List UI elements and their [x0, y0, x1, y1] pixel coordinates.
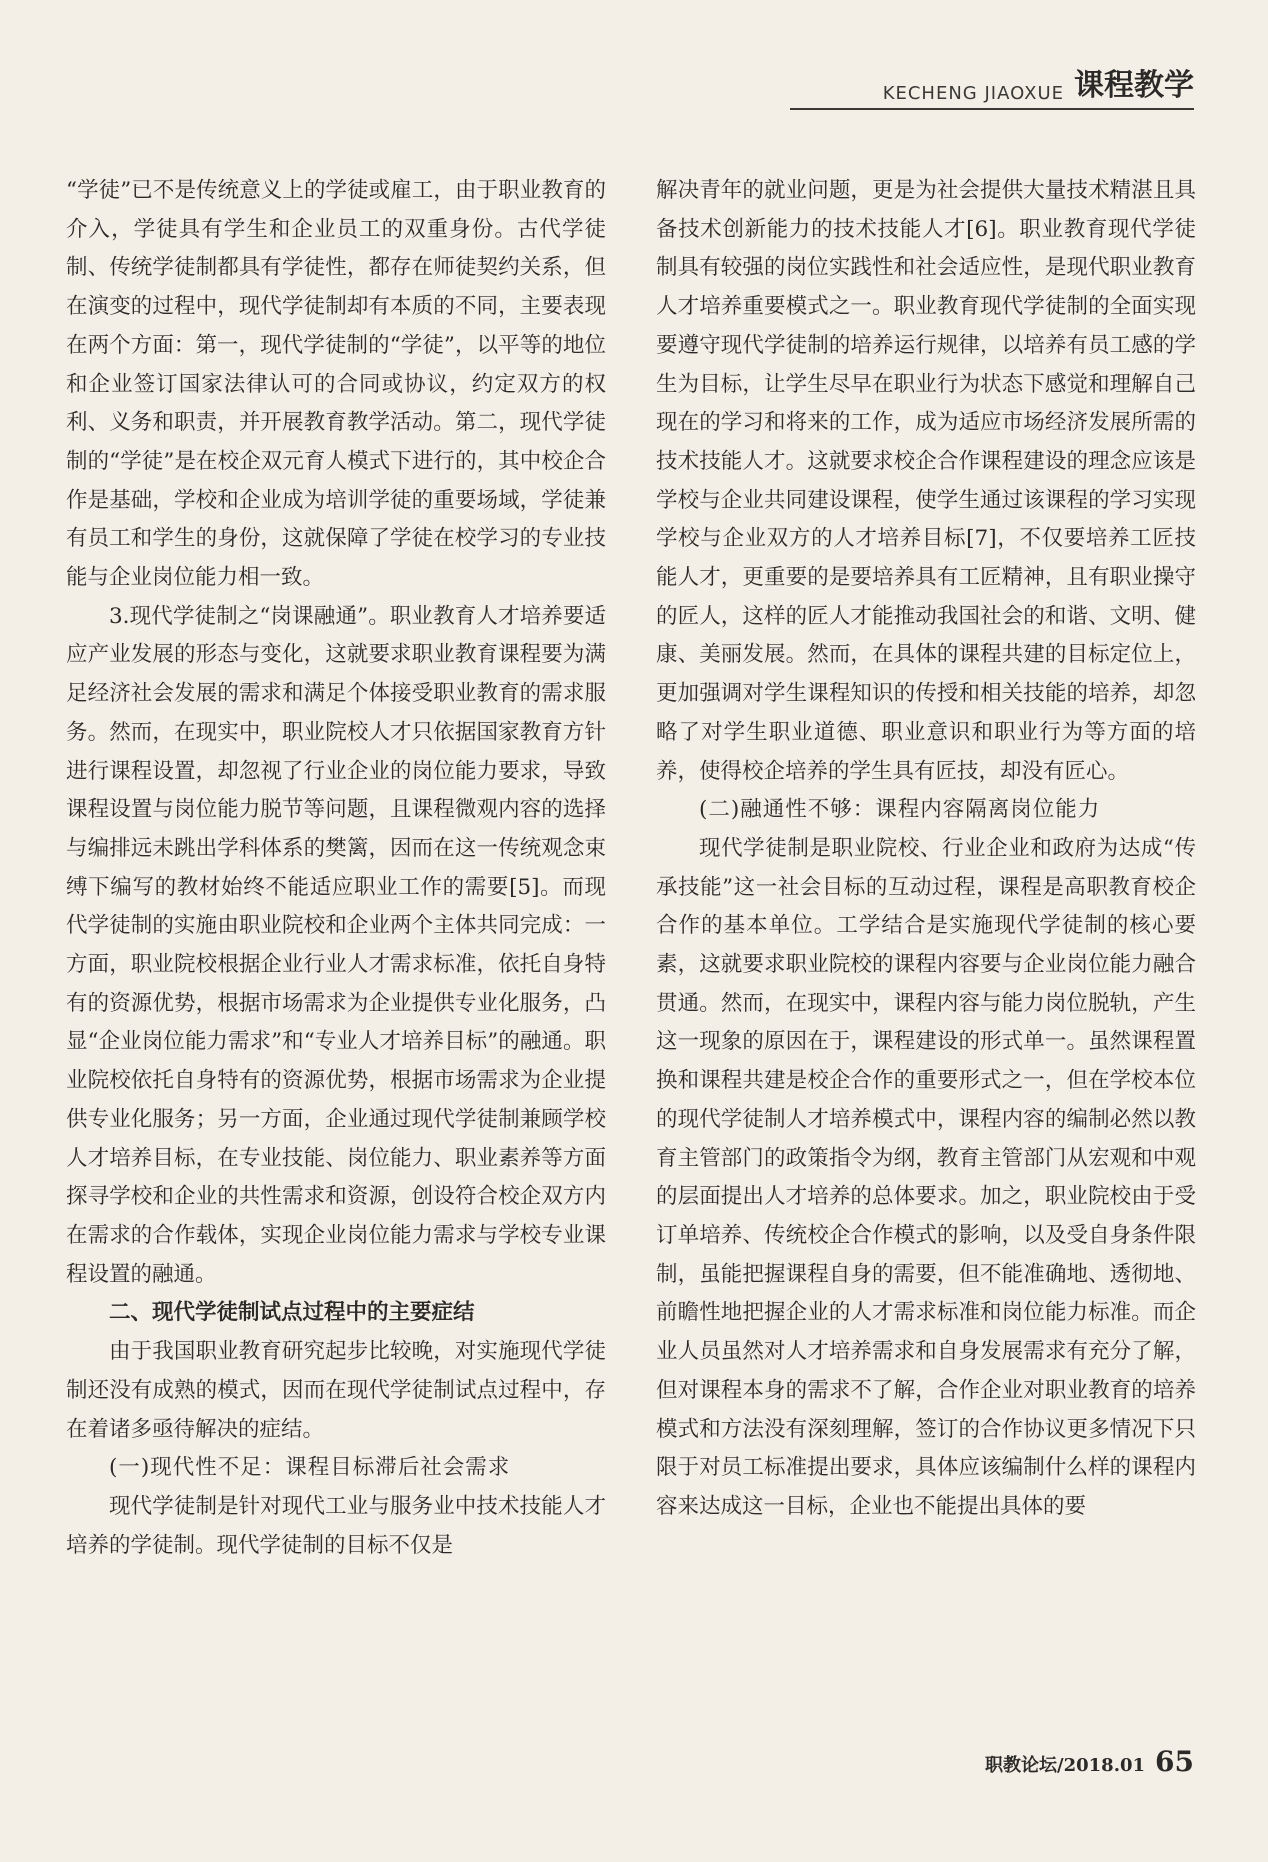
right-column: [656, 172, 1196, 1677]
paragraph: 3.现代学徒制之“岗课融通”。职业教育人才培养要适应产业发展的形态与变化，这就要求职业教育课程要为满足经济社会发展的需求和满足个体接受职业教育的需求服务。然而，在现实中，职业院校人才只依据国家教育方针进行课程设置，却忽视了行业企业的岗位能力要求，导致课程设置与岗位能力脱节等问题，且课程微观内容的选择与编排远未跳出学科体系的樊篱，因而在这一传统观念束缚下编写的教材始终不能适应职业工作的需要[5]。而现代学徒制的实施由职业院校和企业两个主体共同完成：一方面，职业院校根据企业行业人才需求标准，依托自身特有的资源优势，根据市场需求为企业提供专业化服务，凸显“企业岗位能力需求”和“专业人才培养目标”的融通。职业院校依托自身特有的资源优势，根据市场需求为企业提供专业化服务；另一方面，企业通过现代学徒制兼顾学校人才培养目标，在专业技能、岗位能力、职业素养等方面探寻学校和企业的共性需求和资源，创设符合校企双方内在需求的合作载体，实现企业岗位能力需求与学校专业课程设置的融通。: [66, 603, 606, 1287]
journal-issue: 职教论坛/2018.01: [985, 1755, 1146, 1776]
paragraph: “学徒”已不是传统意义上的学徒或雇工，由于职业教育的介入，学徒具有学生和企业员工的双重身份。古代学徒制、传统学徒制都具有学徒性，都存在师徒契约关系，但在演变的过程中，现代学徒制却有本质的不同，主要表现在两个方面：第一，现代学徒制的“学徒”，以平等的地位和企业签订国家法律认可的合同或协议，约定双方的权利、义务和职责，并开展教育教学活动。第二，现代学徒制的“学徒”是在校企双元育人模式下进行的，其中校企合作是基础，学校和企业成为培训学徒的重要场域，学徒兼有员工和学生的身份，这就保障了学徒在校学习的专业技能与企业岗位能力相一致。: [66, 178, 606, 591]
left-column: [66, 172, 606, 1677]
paragraph: 由于我国职业教育研究起步比较晚，对实施现代学徒制还没有成熟的模式，因而在现代学徒制试点过程中，存在着诸多亟待解决的症结。: [66, 1339, 606, 1442]
page-number: 65: [1155, 1745, 1194, 1778]
running-header: [790, 58, 1194, 110]
subsection-heading: (一)现代性不足：课程目标滞后社会需求: [109, 1455, 511, 1481]
header-section-title: 课程教学: [1074, 68, 1194, 103]
subsection-heading: (二)融通性不够：课程内容隔离岗位能力: [699, 797, 1101, 823]
paragraph: 现代学徒制是针对现代工业与服务业中技术技能人才培养的学徒制。现代学徒制的目标不仅是: [66, 1493, 606, 1558]
header-latin: KECHENG JIAOXUE: [882, 83, 1064, 104]
page-footer: [930, 1745, 1194, 1778]
paragraph: 解决青年的就业问题，更是为社会提供大量技术精湛且具备技术创新能力的技术技能人才[6]。职业教育现代学徒制具有较强的岗位实践性和社会适应性，是现代职业教育人才培养重要模式之一。职业教育现代学徒制的全面实现要遵守现代学徒制的培养运行规律，以培养有员工感的学生为目标，让学生尽早在职业行为状态下感觉和理解自己现在的学习和将来的工作，成为适应市场经济发展所需的技术技能人才。这就要求校企合作课程建设的理念应该是学校与企业共同建设课程，使学生通过该课程的学习实现学校与企业双方的人才培养目标[7]，不仅要培养工匠技能人才，更重要的是要培养具有工匠精神，且有职业操守的匠人，这样的匠人才能推动我国社会的和谐、文明、健康、美丽发展。然而，在具体的课程共建的目标定位上，更加强调对学生课程知识的传授和相关技能的培养，却忽略了对学生职业道德、职业意识和职业行为等方面的培养，使得校企培养的学生具有匠技，却没有匠心。: [656, 178, 1196, 784]
section-heading: 二、现代学徒制试点过程中的主要症结: [109, 1300, 475, 1326]
paragraph: 现代学徒制是职业院校、行业企业和政府为达成“传承技能”这一社会目标的互动过程，课程是高职教育校企合作的基本单位。工学结合是实施现代学徒制的核心要素，这就要求职业院校的课程内容要与企业岗位能力融合贯通。然而，在现实中，课程内容与能力岗位脱轨，产生这一现象的原因在于，课程建设的形式单一。虽然课程置换和课程共建是校企合作的重要形式之一，但在学校本位的现代学徒制人才培养模式中，课程内容的编制必然以教育主管部门的政策指令为纲，教育主管部门从宏观和中观的层面提出人才培养的总体要求。加之，职业院校由于受订单培养、传统校企合作模式的影响，以及受自身条件限制，虽能把握课程自身的需要，但不能准确地、透彻地、前瞻性地把握企业的人才需求标准和岗位能力标准。而企业人员虽然对人才培养需求和自身发展需求有充分了解，但对课程本身的需求不了解，合作企业对职业教育的培养模式和方法没有深刻理解，签订的合作协议更多情况下只限于对员工标准提出要求，具体应该编制什么样的课程内容来达成这一目标，企业也不能提出具体的要: [656, 835, 1196, 1519]
